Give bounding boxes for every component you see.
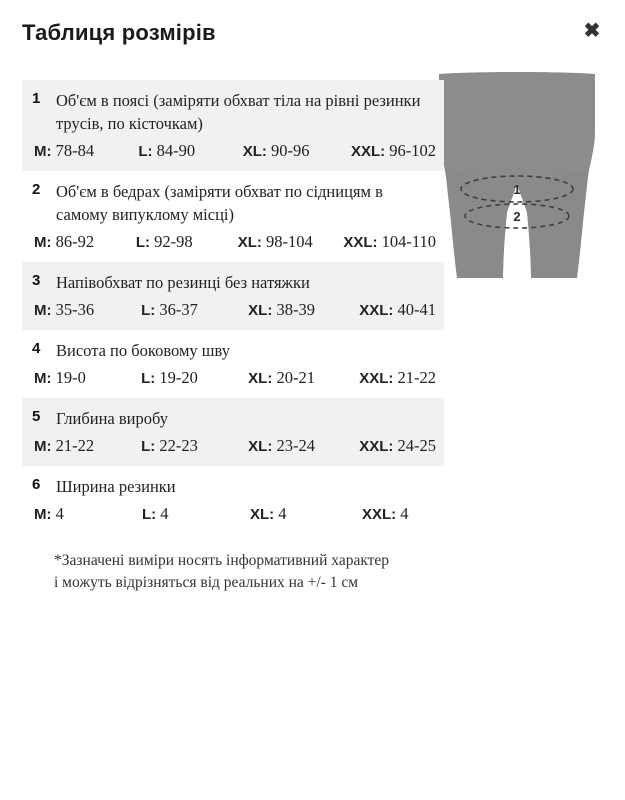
row-number: 1 bbox=[32, 90, 41, 107]
row-number: 4 bbox=[32, 340, 41, 357]
modal-body bbox=[0, 62, 625, 594]
size-m: M: 86-92 bbox=[34, 232, 95, 251]
row-values bbox=[32, 141, 436, 161]
size-m: M: 78-84 bbox=[34, 141, 95, 160]
body-diagram bbox=[431, 72, 603, 286]
row-label: Об'єм в бедрах (заміряти обхват по сідницям в самому випуклому місці) bbox=[56, 182, 383, 224]
size-l: L: 36-37 bbox=[141, 300, 198, 319]
size-xl: XL: 98-104 bbox=[237, 232, 313, 251]
table-row bbox=[22, 262, 444, 330]
row-label: Висота по боковому шву bbox=[56, 341, 230, 360]
row-values bbox=[32, 368, 436, 388]
size-m: M: 19-0 bbox=[34, 368, 86, 387]
row-values bbox=[32, 300, 436, 320]
size-xxl: XXL: 96-102 bbox=[350, 141, 436, 160]
size-l: L: 92-98 bbox=[135, 232, 193, 251]
disclaimer-line-1: *Зазначені виміри носять інформативний характер bbox=[54, 552, 390, 569]
size-m: M: 21-22 bbox=[34, 436, 95, 455]
size-m: M: 4 bbox=[34, 504, 64, 523]
disclaimer-line-2: і можуть відрізняться від реальних на +/- 1 см bbox=[54, 574, 359, 591]
size-xxl: XXL: 21-22 bbox=[359, 368, 436, 387]
size-xxl: XXL: 104-110 bbox=[343, 232, 436, 251]
size-xxl: XXL: 24-25 bbox=[359, 436, 436, 455]
table-row bbox=[22, 80, 444, 171]
row-values bbox=[32, 504, 436, 524]
table-row bbox=[22, 466, 444, 534]
size-xxl: XXL: 4 bbox=[362, 504, 409, 523]
row-number: 2 bbox=[32, 181, 41, 198]
measurement-table bbox=[22, 80, 444, 534]
modal-header bbox=[0, 0, 625, 62]
table-row bbox=[22, 171, 444, 262]
figure-marker-1-label: 1 bbox=[513, 182, 521, 197]
size-xxl: XXL: 40-41 bbox=[359, 300, 436, 319]
size-l: L: 4 bbox=[142, 504, 169, 523]
row-label: Об'єм в поясі (заміряти обхват тіла на рівні резинки трусів, по кісточкам) bbox=[56, 91, 421, 133]
size-m: M: 35-36 bbox=[34, 300, 95, 319]
size-xl: XL: 23-24 bbox=[248, 436, 315, 455]
page-title: Таблиця розмірів bbox=[22, 20, 216, 45]
disclaimer-note bbox=[22, 550, 506, 594]
figure-marker-2-label: 2 bbox=[513, 209, 521, 224]
row-label: Глибина виробу bbox=[56, 409, 169, 428]
row-number: 5 bbox=[32, 408, 41, 425]
row-label: Ширина резинки bbox=[56, 477, 176, 496]
size-l: L: 22-23 bbox=[141, 436, 198, 455]
row-values bbox=[32, 232, 436, 252]
row-number: 6 bbox=[32, 476, 41, 493]
table-row bbox=[22, 398, 444, 466]
size-xl: XL: 20-21 bbox=[248, 368, 315, 387]
close-icon[interactable]: ✖ bbox=[583, 20, 601, 42]
row-number: 3 bbox=[32, 272, 41, 289]
size-xl: XL: 90-96 bbox=[242, 141, 310, 160]
row-label: Напівобхват по резинці без натяжки bbox=[56, 273, 310, 292]
size-xl: XL: 4 bbox=[250, 504, 287, 523]
row-values bbox=[32, 436, 436, 456]
size-l: L: 84-90 bbox=[138, 141, 196, 160]
size-xl: XL: 38-39 bbox=[248, 300, 315, 319]
size-l: L: 19-20 bbox=[141, 368, 198, 387]
table-row bbox=[22, 330, 444, 398]
